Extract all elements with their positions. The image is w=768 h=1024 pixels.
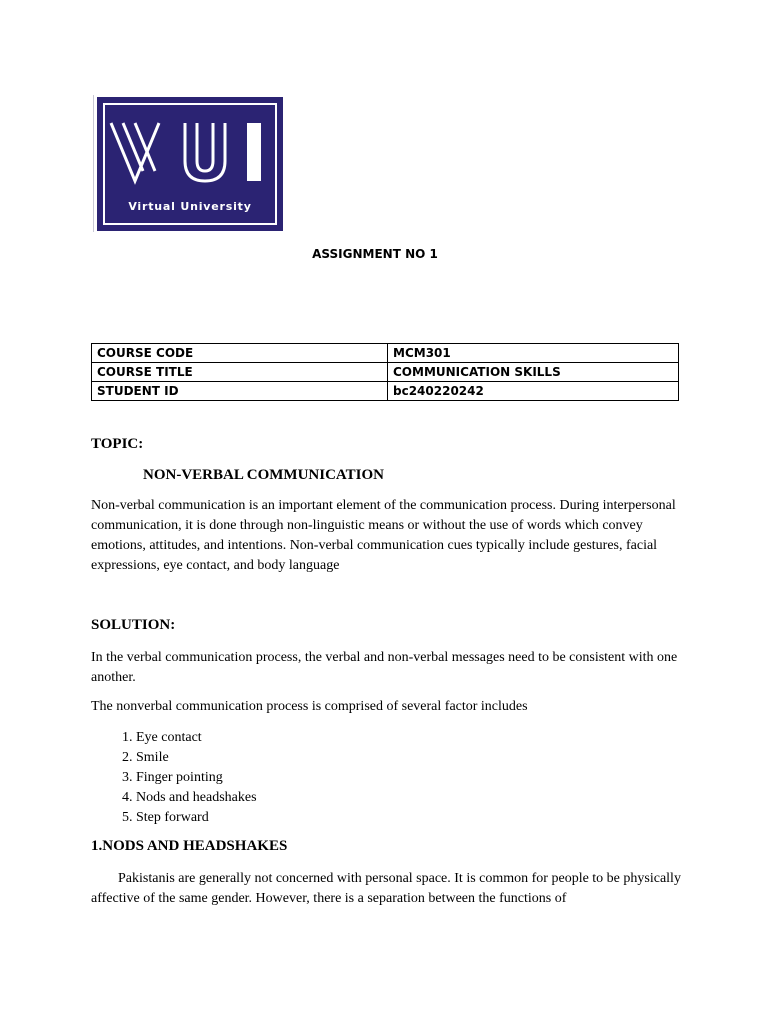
list-item: 4. Nods and headshakes <box>136 788 257 808</box>
solution-paragraph-1: In the verbal communication process, the verbal and non-verbal messages need to be consistent with one another. <box>91 650 678 685</box>
course-title-value: COMMUNICATION SKILLS <box>388 363 679 382</box>
topic-heading: TOPIC: <box>91 436 144 452</box>
factors-list <box>91 728 257 828</box>
topic-paragraph: Non-verbal communication is an important element of the communication process. During interpersonal communication, it is done through non-linguistic means or without the use of words which convey emotions, attitudes, and intentions. Non-verbal communication cues typically include gestures, facial expressions, eye contact, and body language <box>91 498 676 573</box>
topic-title: NON-VERBAL COMMUNICATION <box>143 467 384 483</box>
list-item: 5. Step forward <box>136 808 257 828</box>
vui-logo-mark <box>107 117 273 187</box>
course-code-label: COURSE CODE <box>92 344 388 363</box>
solution-paragraph-2: The nonverbal communication process is comprised of several factor includes <box>91 699 528 714</box>
virtual-university-logo <box>93 95 284 232</box>
table-row <box>92 382 679 401</box>
assignment-title: ASSIGNMENT NO 1 <box>312 247 438 261</box>
solution-heading: SOLUTION: <box>91 617 176 633</box>
student-id-label: STUDENT ID <box>92 382 388 401</box>
course-info-table <box>91 343 679 401</box>
logo-text: Virtual University <box>128 200 252 213</box>
table-row <box>92 363 679 382</box>
list-item: 1. Eye contact <box>136 728 257 748</box>
list-item: 2. Smile <box>136 748 257 768</box>
course-title-label: COURSE TITLE <box>92 363 388 382</box>
course-code-value: MCM301 <box>388 344 679 363</box>
student-id-value: bc240220242 <box>388 382 679 401</box>
section-1-paragraph: Pakistanis are generally not concerned with personal space. It is common for people to be physically affective of the same gender. However, there is a separation between the functions of <box>91 871 681 906</box>
table-row <box>92 344 679 363</box>
list-item: 3. Finger pointing <box>136 768 257 788</box>
section-1-heading: 1.NODS AND HEADSHAKES <box>91 838 288 854</box>
